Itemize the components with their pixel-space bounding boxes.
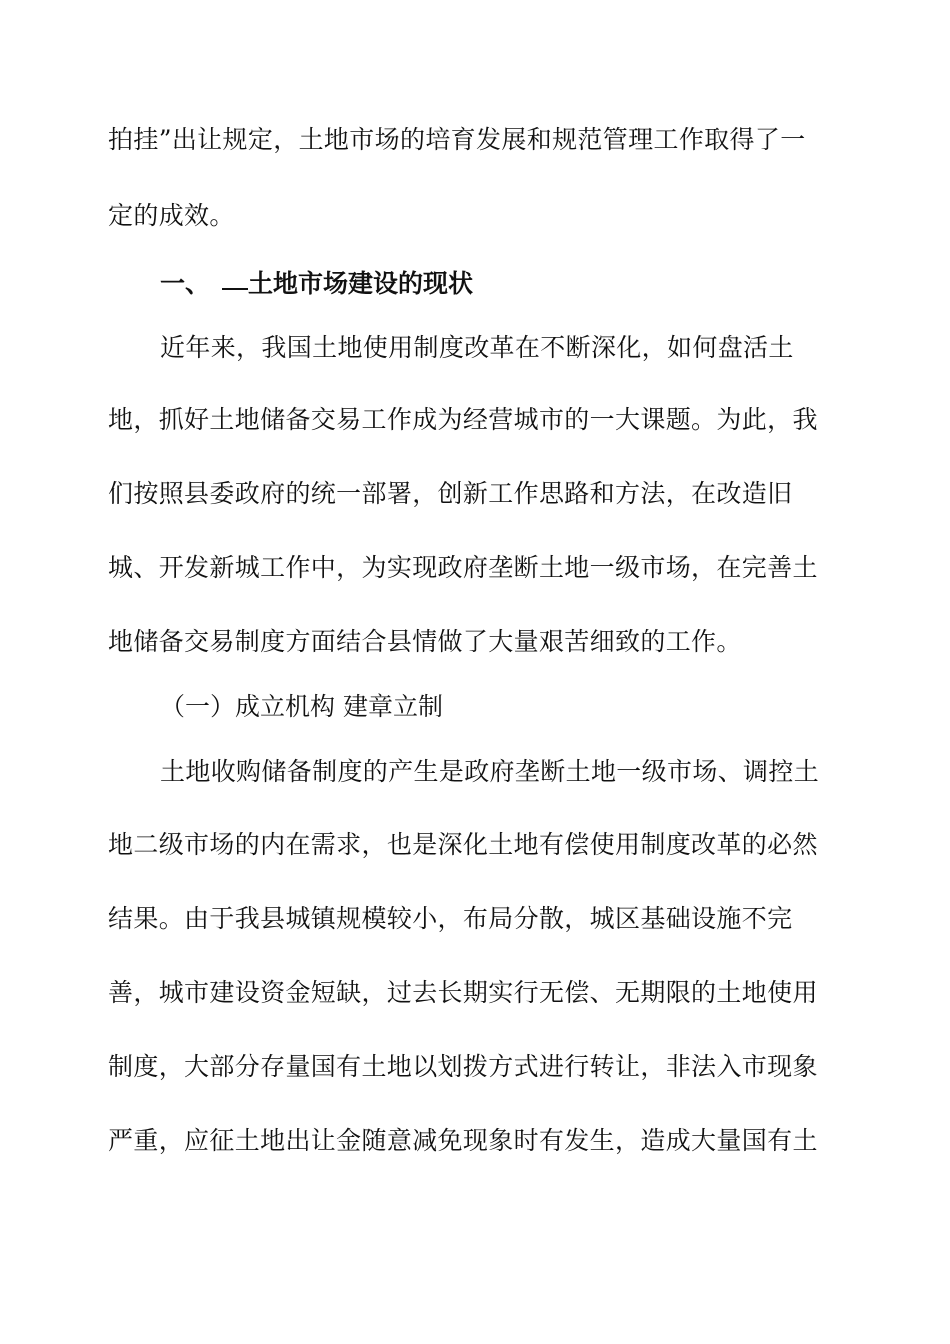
section-heading: [160, 266, 473, 300]
paragraph-line: 制度，大部分存量国有土地以划拨方式进行转让，非法入市现象: [108, 1052, 818, 1081]
paragraph-line: 善，城市建设资金短缺，过去长期实行无偿、无期限的土地使用: [108, 978, 818, 1007]
paragraph-line: 地，抓好土地储备交易工作成为经营城市的一大课题。为此，我: [108, 405, 818, 434]
paragraph-line: 拍挂”出让规定，土地市场的培育发展和规范管理工作取得了一: [108, 125, 806, 154]
paragraph-line: 结果。由于我县城镇规模较小，布局分散，城区基础设施不完: [108, 904, 793, 933]
section-number: 一、: [160, 269, 211, 298]
paragraph-line: 定的成效。: [108, 201, 235, 230]
paragraph-line: 土地收购储备制度的产生是政府垄断土地一级市场、调控土: [160, 757, 820, 786]
paragraph-line: 近年来，我国土地使用制度改革在不断深化，如何盘活土: [160, 333, 794, 362]
paragraph-line: 严重，应征土地出让金随意减免现象时有发生，造成大量国有土: [108, 1126, 818, 1155]
subsection-heading: （一）成立机构 建章立制: [160, 692, 443, 721]
paragraph-line: 城、开发新城工作中，为实现政府垄断土地一级市场，在完善土: [108, 553, 818, 582]
paragraph-line: 们按照县委政府的统一部署，创新工作思路和方法，在改造旧: [108, 479, 793, 508]
section-title: 土地市场建设的现状: [248, 269, 474, 298]
blank-underline: [222, 266, 248, 290]
paragraph-line: 地二级市场的内在需求，也是深化土地有偿使用制度改革的必然: [108, 830, 818, 859]
paragraph-line: 地储备交易制度方面结合县情做了大量艰苦细致的工作。: [108, 627, 742, 656]
